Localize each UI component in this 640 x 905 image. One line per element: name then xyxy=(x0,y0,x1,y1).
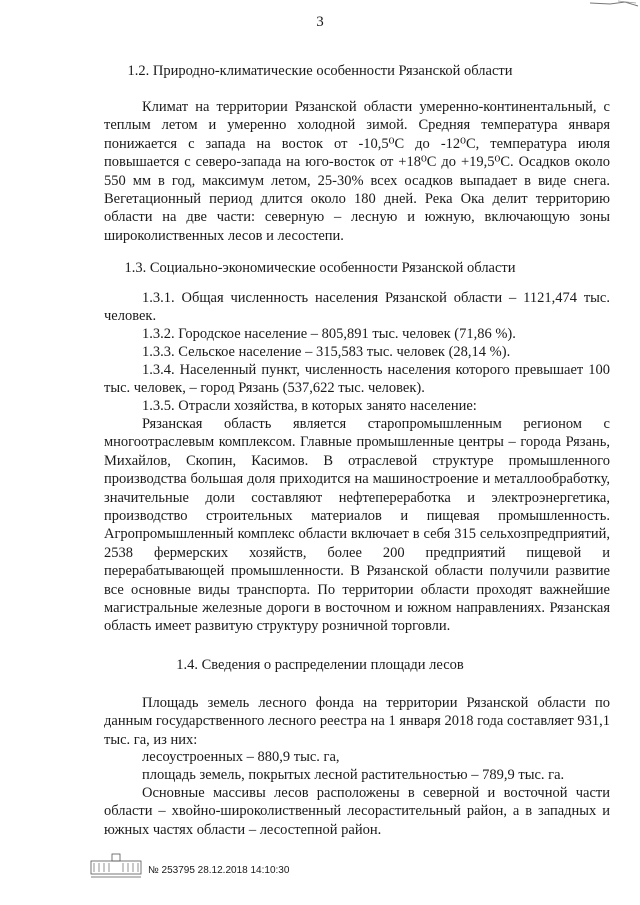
economy-sectors-label: 1.3.5. Отрасли хозяйства, в которых занято население: xyxy=(142,398,477,414)
population-rural: 1.3.3. Сельское население – 315,583 тыс. человек (28,14 %). xyxy=(142,344,511,360)
scan-artifact xyxy=(570,0,640,14)
document-footer xyxy=(90,853,390,881)
forest-area-intro: Площадь земель лесного фонда на территории Рязанской области по данным государственного лесного реестра на 1 января 2018 года составляет 931,1 тыс. га, из них: xyxy=(104,695,610,748)
forest-structured-area: лесоустроенных – 880,9 тыс. га, xyxy=(142,749,340,765)
document-serial: № 253795 28.12.2018 14:10:30 xyxy=(148,865,290,876)
largest-settlement: 1.3.4. Населенный пункт, численность населения которого превышает 100 тыс. человек, – город Рязань (537,622 тыс. человек). xyxy=(104,362,610,397)
section-1-2-heading: 1.2. Природно-климатические особенности Рязанской области xyxy=(127,63,513,79)
economy-paragraph: Рязанская область является старопромышленным регионом с многоотраслевым комплексом. Главные промышленные центры – города Рязань, Михайлов, Скопин, Касимов. В отраслевой структуре промышленного производства большая доля приходится на машиностроение и металлообработку, значительные доли составляют нефтепереработка и электроэнергетика, производство строительных материалов и пищевая промышленность. Агропромышленный комплекс области включает в себя 315 сельхозпредприятий, 2538 фермерских хозяйств, более 200 предприятий пищевой и перерабатывающей промышленности. В Рязанской области получили развитие все основные виды транспорта. По территории области проходят важнейшие магистральные железные дороги в восточном и южном направлениях. Рязанская область имеет развитую структуру розничной торговли. xyxy=(104,416,610,635)
population-total: 1.3.1. Общая численность населения Рязанской области – 1121,474 тыс. человек. xyxy=(104,290,610,325)
printing-house-logo xyxy=(90,853,142,879)
forest-covered-area: площадь земель, покрытых лесной растительностью – 789,9 тыс. га. xyxy=(142,767,565,783)
forest-massifs-paragraph: Основные массивы лесов расположены в северной и восточной части области – хвойно-широколиственный лесорастительный район, а в западных и южных частях области – лесостепной район. xyxy=(104,785,610,838)
population-urban: 1.3.2. Городское население – 805,891 тыс. человек (71,86 %). xyxy=(142,326,516,342)
section-1-4-heading: 1.4. Сведения о распределении площади лесов xyxy=(176,657,464,673)
section-1-3-heading: 1.3. Социально-экономические особенности Рязанской области xyxy=(124,260,516,276)
climate-paragraph: Климат на территории Рязанской области умеренно-континентальный, с теплым летом и умеренно холодной зимой. Средняя температура января понижается с запада на восток от -10,5⁰С до -12⁰С, температура июля повышается с северо-запада на юго-восток от +18⁰С до +19,5⁰С. Осадков около 550 мм в год, максимум летом, 25-30% всех осадков выпадает в виде снега. Вегетационный период длится около 180 дней. Река Ока делит территорию области на две части: северную – лесную и южную, включающую зоны широколиственных лесов и лесостепи. xyxy=(104,99,610,244)
page-number: 3 xyxy=(316,14,324,30)
